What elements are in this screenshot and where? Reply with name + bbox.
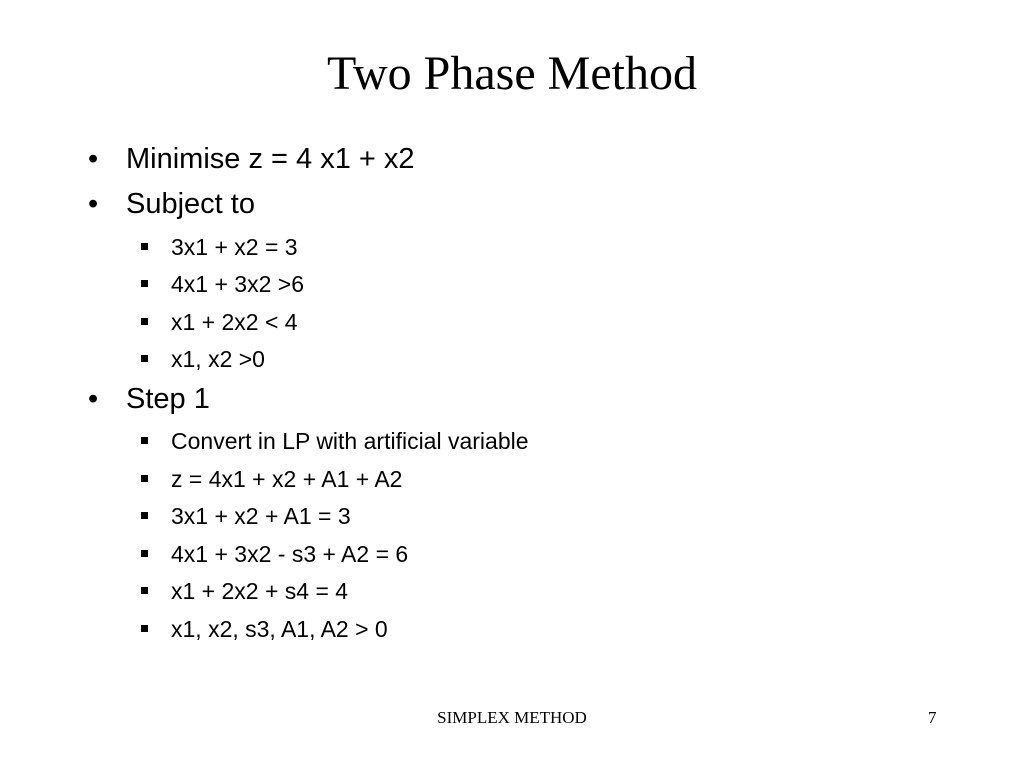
- page-number: 7: [928, 708, 937, 727]
- sub-bullet-item: [171, 427, 529, 455]
- sub-bullet-text: 3x1 + x2 + A1 = 3: [171, 503, 351, 529]
- square-bullet-icon: [141, 280, 148, 287]
- bullet-text: Minimise z = 4 x1 + x2: [126, 143, 415, 175]
- sub-bullet-item: [171, 270, 304, 298]
- sub-bullet-item: [171, 502, 351, 530]
- sub-bullet-item: [171, 540, 408, 568]
- sub-bullet-item: [171, 308, 298, 336]
- slide-title: Two Phase Method: [327, 47, 697, 100]
- sub-bullet-item: [171, 233, 298, 261]
- sub-bullet-text: z = 4x1 + x2 + A1 + A2: [171, 466, 403, 492]
- sub-bullet-text: x1, x2 >0: [171, 346, 265, 372]
- square-bullet-icon: [141, 318, 148, 325]
- square-bullet-icon: [141, 512, 148, 519]
- bullet-dot-icon: •: [88, 143, 99, 175]
- square-bullet-icon: [141, 355, 148, 362]
- sub-bullet-text: x1, x2, s3, A1, A2 > 0: [171, 616, 388, 642]
- sub-bullet-item: [171, 345, 265, 373]
- sub-bullet-text: 3x1 + x2 = 3: [171, 234, 298, 260]
- sub-bullet-text: 4x1 + 3x2 >6: [171, 271, 304, 297]
- square-bullet-icon: [141, 587, 148, 594]
- square-bullet-icon: [141, 475, 148, 482]
- sub-bullet-item: [171, 465, 402, 493]
- footer-title: SIMPLEX METHOD: [437, 708, 587, 727]
- square-bullet-icon: [141, 437, 148, 444]
- sub-bullet-item: [171, 615, 388, 643]
- sub-bullet-text: Convert in LP with artificial variable: [171, 428, 529, 454]
- bullet-text: Subject to: [126, 188, 255, 220]
- square-bullet-icon: [141, 625, 148, 632]
- bullet-item: [88, 382, 210, 416]
- sub-bullet-text: 4x1 + 3x2 - s3 + A2 = 6: [171, 541, 409, 567]
- sub-bullet-text: x1 + 2x2 < 4: [171, 309, 298, 335]
- sub-bullet-text: x1 + 2x2 + s4 = 4: [171, 578, 349, 604]
- bullet-dot-icon: •: [88, 383, 99, 415]
- bullet-dot-icon: •: [88, 188, 99, 220]
- sub-bullet-item: [171, 577, 348, 605]
- bullet-item: [88, 187, 255, 221]
- square-bullet-icon: [141, 243, 148, 250]
- bullet-item: [88, 142, 415, 176]
- square-bullet-icon: [141, 550, 148, 557]
- bullet-text: Step 1: [126, 383, 210, 415]
